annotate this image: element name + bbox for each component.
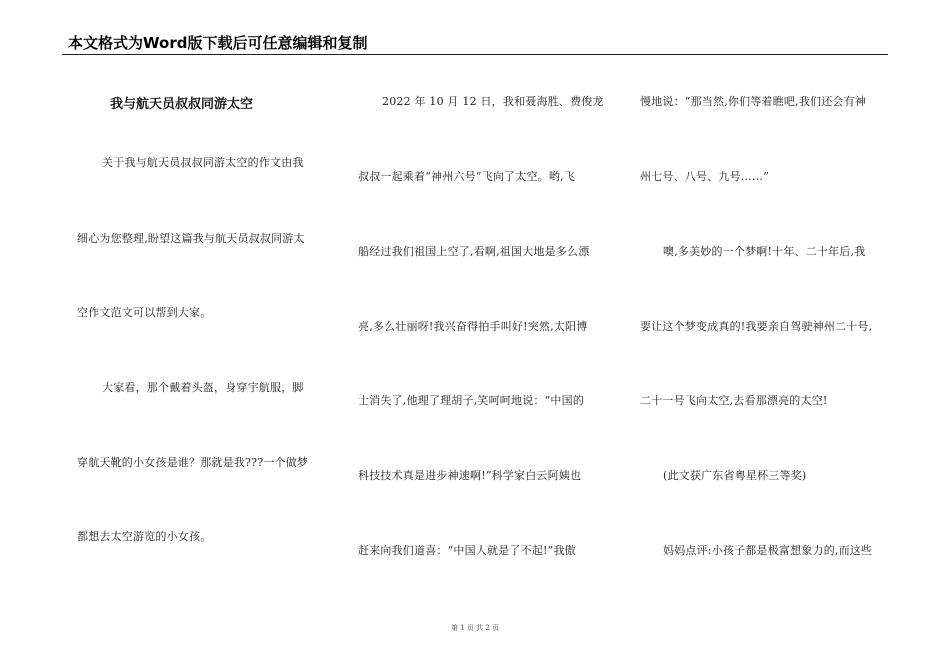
col2-line-2: 叔叔一起乘着“神州六号”飞向了太空。哟,飞: [358, 170, 575, 183]
col1-line-1: 关于我与航天员叔叔同游太空的作文由我: [102, 156, 304, 169]
article-title: 我与航天员叔叔同游太空: [110, 97, 254, 112]
page-number: 第 1 页 共 2 页: [450, 624, 500, 632]
col1-line-3: 空作文范文可以帮到大家。: [77, 306, 212, 319]
col2-line-3: 船经过我们祖国上空了,看啊,祖国大地是多么漂: [358, 245, 590, 258]
col2-line-1: 2022 年 10 月 12 日，我和聂海胜、费俊龙: [382, 95, 604, 108]
col3-line-6: (此文获广东省粤星杯三等奖): [663, 469, 807, 482]
col3-line-2: 州七号、八号、九号……”: [640, 170, 770, 183]
col3-line-7: 妈妈点评:小孩子都是极富想象力的,而这些: [663, 544, 873, 557]
col3-line-4: 要让这个梦变成真的!我要亲自驾驶神州二十号,: [640, 320, 873, 333]
col1-line-4: 大家看，那个戴着头盔，身穿宇航服，脚: [102, 381, 304, 394]
download-banner: 本文格式为Word版下载后可任意编辑和复制: [68, 34, 368, 52]
col3-line-1: 慢地说：“那当然,你们等着瞧吧,我们还会有神: [640, 95, 867, 108]
col3-line-3: 噢,多美妙的一个梦啊!十年、二十年后,我: [663, 245, 866, 258]
col3-line-5: 二十一号飞向太空,去看那漂亮的太空!: [640, 394, 828, 407]
col1-line-2: 细心为您整理,盼望这篇我与航天员叔叔同游太: [77, 232, 305, 245]
col2-line-7: 赶来向我们道喜：“中国人就是了不起!”我傲: [358, 544, 576, 557]
col2-line-5: 士消失了,他理了理胡子,笑呵呵地说：“中国的: [358, 394, 585, 407]
header-rule: [62, 54, 888, 55]
col1-line-6: 都想去太空游览的小女孩。: [77, 530, 212, 543]
col2-line-6: 科技技术真是进步神速啊!”科学家白云阿姨也: [358, 469, 582, 482]
col1-line-5: 穿航天靴的小女孩是谁？那就是我???一个做梦: [77, 456, 309, 469]
col2-line-4: 亮,多么壮丽呀!我兴奋得拍手叫好!突然,太阳博: [358, 320, 588, 333]
